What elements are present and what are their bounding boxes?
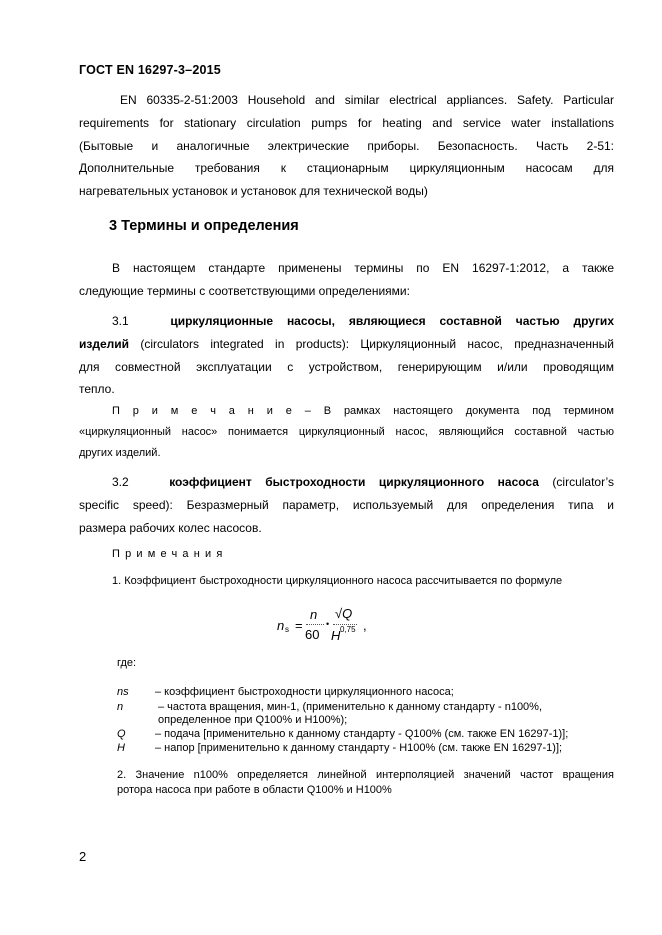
term-definition: для совместной эксплуатации с устройством, генерирующим и/или проводящим [79, 359, 614, 374]
reference-paragraph [79, 89, 614, 203]
note-text: «циркуляционный насос» понимается циркуляционный насос, являющийся составной частью [79, 426, 614, 438]
formula [275, 606, 395, 646]
term-definition: размера рабочих колес насосов. [79, 520, 262, 535]
term-number: 3.1 [112, 314, 129, 328]
note-label: П р и м е ч а н и е [112, 405, 292, 417]
term-3-1 [79, 310, 614, 401]
formula-root: √Q [335, 606, 353, 621]
legend-symbol: n [117, 701, 124, 713]
intro-line: следующие термины с соответствующими определениями: [79, 283, 410, 298]
term-definition: specific speed): Безразмерный параметр, используемый для определения типа и [79, 497, 614, 512]
page-number: 2 [79, 849, 87, 864]
reference-line: нагревательных установок и установок для технической воды) [79, 184, 428, 199]
section-title: 3 Термины и определения [109, 218, 299, 234]
intro-paragraph [79, 257, 614, 303]
term-3-2 [79, 471, 614, 539]
formula-numerator: n [310, 607, 318, 622]
term-definition: тепло. [79, 382, 115, 397]
term-definition: (circulator’s [538, 475, 614, 489]
intro-line: В настоящем стандарте применены термины по EN 16297-1:2012, а также [112, 261, 614, 275]
where-label: где: [117, 657, 137, 669]
formula-equals: = [295, 618, 303, 633]
legend-text: – коэффициент быстроходности циркуляционного насоса; [155, 686, 454, 698]
formula-h: H [331, 628, 341, 643]
legend-symbol: Q [117, 728, 126, 740]
legend-symbol: H [117, 742, 125, 754]
legend-text: – напор [применительно к данному стандарту - H100% (см. также EN 16297-1)]; [155, 742, 563, 754]
note-2-line: ротора насоса при работе в области Q100% и H100% [117, 784, 392, 796]
reference-line: Дополнительные требования к стационарным циркуляционным насосам для [79, 161, 614, 176]
note-2 [117, 768, 614, 798]
note-text: – В рамках настоящего документа под термином [291, 405, 614, 417]
legend-symbol: ns [117, 686, 129, 698]
term-name: коэффициент быстроходности циркуляционного насоса [169, 475, 539, 489]
note-2-line: 2. Значение n100% определяется линейной интерполяцией значений частот вращения [117, 769, 614, 781]
term-name: циркуляционные насосы, являющиеся составной частью других [170, 314, 614, 328]
formula-denominator: 60 [305, 627, 320, 642]
formula-lhs: n [277, 618, 285, 633]
notes-label: Примечания [112, 548, 228, 560]
formula-comma: , [363, 618, 367, 633]
term-number: 3.2 [112, 475, 129, 489]
formula-lhs-sub: s [285, 625, 289, 634]
formula-dot: • [326, 619, 330, 629]
term-name-cont: изделий [79, 336, 130, 351]
legend-text: – подача [применительно к данному стандарту - Q100% (см. также EN 16297-1)]; [155, 728, 569, 740]
note-1: 1. Коэффициент быстроходности циркуляционного насоса рассчитывается по формуле [112, 575, 563, 587]
reference-line: requirements for stationary circulation pumps for heating and service water installations [79, 115, 614, 130]
fraction-bar [306, 624, 324, 625]
term-definition: (circulators integrated in products): Циркуляционный насос, предназначенный [129, 336, 614, 351]
note-text: других изделий. [79, 447, 161, 459]
legend-text: определенное при Q100% и H100%); [158, 714, 348, 726]
formula-exponent: 0,75 [340, 625, 356, 634]
term-3-1-note [79, 401, 614, 464]
reference-line: (Бытовые и аналогичные электрические приборы. Безопасность. Часть 2-51: [79, 138, 614, 153]
standard-header: ГОСТ EN 16297-3–2015 [79, 63, 221, 77]
legend-text: – частота вращения, мин-1, (применительно к данному стандарту - n100%, [158, 701, 543, 713]
reference-line: EN 60335-2-51:2003 Household and similar electrical appliances. Safety. Particular [120, 93, 614, 107]
